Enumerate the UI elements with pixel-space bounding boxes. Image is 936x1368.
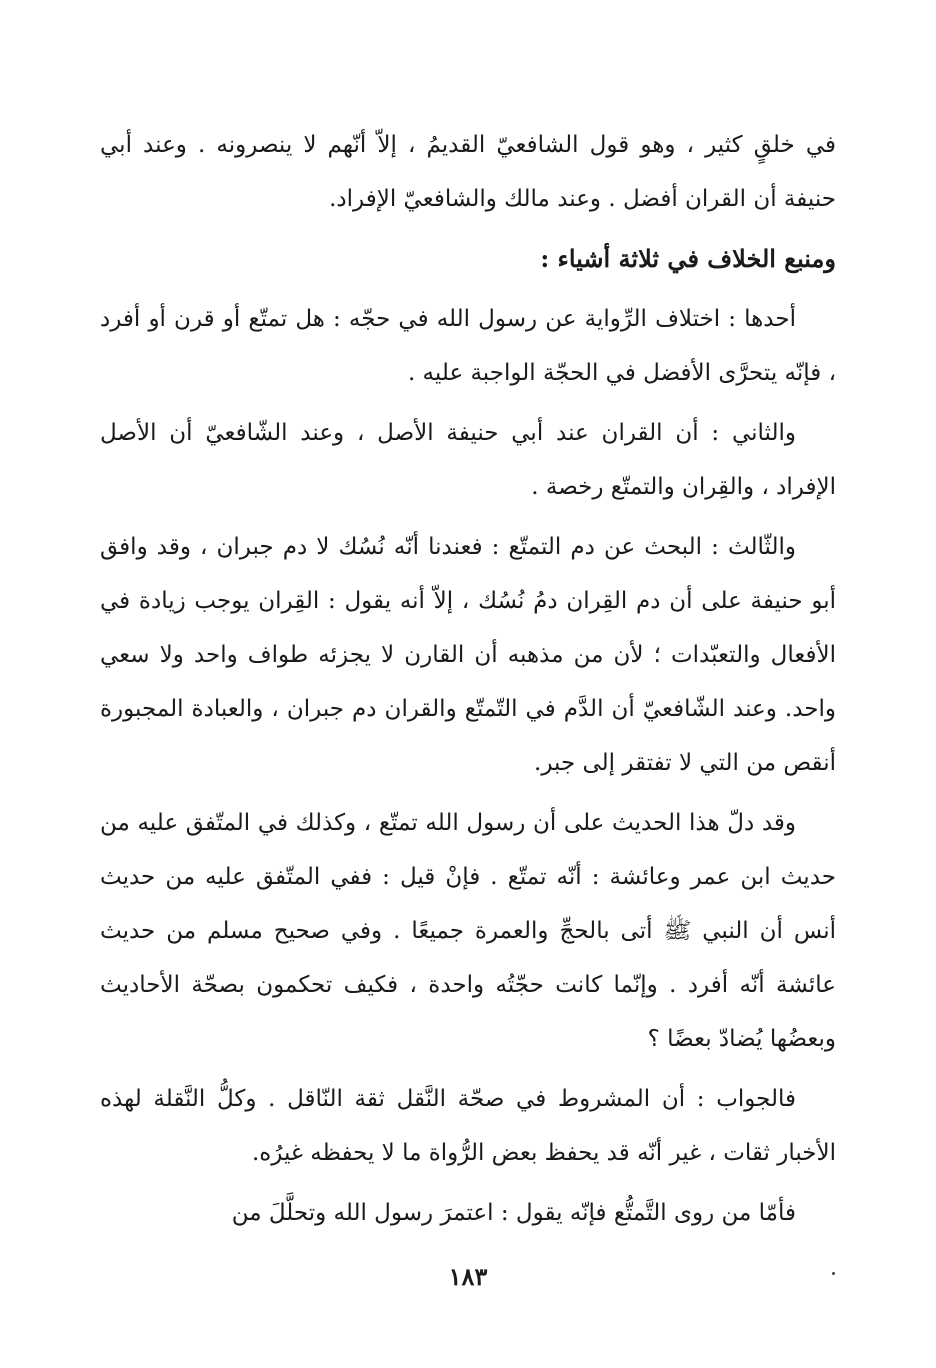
paragraph-third-point: والثّالث : البحث عن دم التمتّع : فعندنا أنّه نُسُك لا دم جبران ، وقد وافق أبو حنيفة على أن دم القِران دمُ نُسُك ، إلاّ أنه يقول : القِران يوجب زيادة في الأفعال والتعبّدات ؛ لأن من مذهبه أن القارن لا يجزئه طواف واحد ولا سعي واحد. وعند الشّافعيّ أن الدَّم في التّمتّع والقران دم جبران ، والعبادة المجبورة أنقص من التي لا تفتقر إلى جبر. — [100, 534, 836, 776]
paragraph-second-point: والثاني : أن القران عند أبي حنيفة الأصل ، وعند الشّافعيّ أن الأصل الإفراد ، والقِران والتمتّع رخصة . — [100, 420, 836, 500]
paragraph-opening: في خلقٍ كثير ، وهو قول الشافعيّ القديمُ ، إلاّ أنّهم لا ينصرونه . وعند أبي حنيفة أن القران أفضل . وعند مالك والشافعيّ الإفراد. — [100, 132, 836, 212]
section-heading: ومنبع الخلاف في ثلاثة أشياء : — [540, 244, 836, 273]
paragraph-first-point: أحدها : اختلاف الرِّواية عن رسول الله في حجّه : هل تمتّع أو قرن أو أفرد ، فإنّه يتحرَّى الأفضل في الحجّة الواجبة عليه . — [100, 306, 836, 386]
page-number: ١٨٣ — [448, 1262, 488, 1291]
paragraph-hadith-evidence: وقد دلّ هذا الحديث على أن رسول الله تمتّع ، وكذلك في المتّفق عليه من حديث ابن عمر وعائشة : أنّه تمتّع . فإنْ قيل : ففي المتّفق عليه من حديث أنس أن النبي ﷺ أتى بالحجِّ والعمرة جميعًا . وفي صحيح مسلم من حديث عائشة أنّه أفرد . وإنّما كانت حجّتُه واحدة ، فكيف تحكمون بصحّة الأحاديث وبعضُها يُضادّ بعضًا ؟ — [100, 810, 836, 1052]
paragraph-continuation: فأمّا من روى التَّمتُّع فإنّه يقول : اعتمرَ رسول الله وتحلَّلَ من — [231, 1200, 796, 1226]
body-text — [100, 118, 836, 1240]
paragraph-answer: فالجواب : أن المشروط في صحّة النَّقل ثقة النّاقل . وكلُّ النَّقلة لهذه الأخبار ثقات ، غير أنّه قد يحفظ بعض الرُّواة ما لا يحفظه غيرُه. — [100, 1086, 836, 1166]
margin-dot — [832, 1272, 835, 1275]
